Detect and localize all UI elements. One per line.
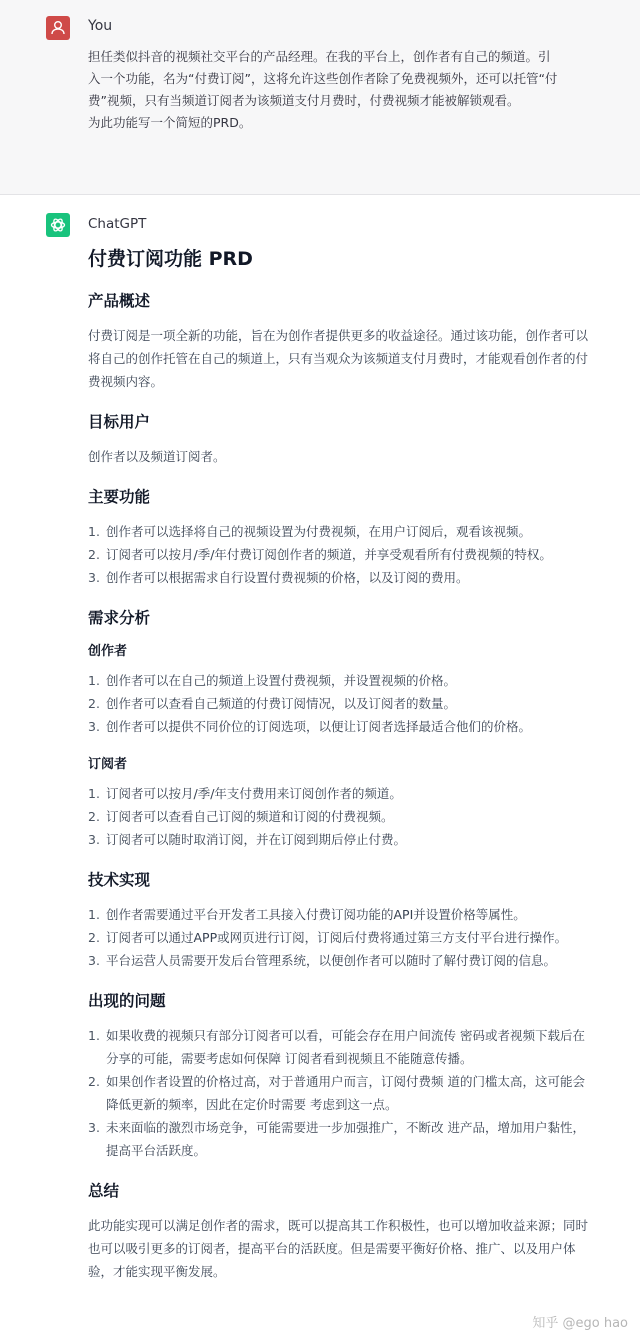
list-item-text: 创作者可以查看自己频道的付费订阅情况，以及订阅者的数量。 [106, 696, 457, 711]
section-heading-features: 主要功能 [88, 488, 151, 506]
user-message-line: 为此功能写一个简短的PRD。 [88, 115, 252, 130]
target-text: 创作者以及频道订阅者。 [88, 449, 226, 464]
list-item: 2. 订阅者可以通过APP或网页进行订阅，订阅后付费将通过第三方支付平台进行操作。 [88, 930, 568, 945]
tech-list [88, 903, 588, 972]
list-item-text: 订阅者可以通过APP或网页进行订阅，订阅后付费将通过第三方支付平台进行操作。 [106, 930, 568, 945]
prd-title: 付费订阅功能 PRD [88, 248, 253, 270]
subscriber-list [88, 782, 588, 851]
list-item: 3. 未来面临的激烈市场竞争，可能需要进一步加强推广，不断改 进产品，增加用户黏性，提高平台活跃度。 [88, 1120, 585, 1158]
list-item-text: 创作者可以提供不同价位的订阅选项，以便让订阅者选择最适合他们的价格。 [106, 719, 532, 734]
list-item-text: 未来面临的激烈市场竞争，可能需要进一步加强推广，不断改 进产品，增加用户黏性，提高平台活跃度。 [106, 1120, 585, 1158]
list-item-text: 如果收费的视频只有部分订阅者可以看，可能会存在用户间流传 密码或者视频下载后在分享的可能，需要考虑如何保障 订阅者看到视频且不能随意传播。 [106, 1028, 585, 1066]
list-item: 1. 订阅者可以按月/季/年支付费用来订阅创作者的频道。 [88, 786, 402, 801]
list-item: 1. 如果收费的视频只有部分订阅者可以看，可能会存在用户间流传 密码或者视频下载后在分享的可能，需要考虑如何保障 订阅者看到视频且不能随意传播。 [88, 1028, 585, 1066]
list-item: 2. 如果创作者设置的价格过高，对于普通用户而言，订阅付费频 道的门槛太高，这可能会降低更新的频率，因此在定价时需要 考虑到这一点。 [88, 1074, 585, 1112]
list-item: 1. 创作者可以在自己的频道上设置付费视频，并设置视频的价格。 [88, 673, 457, 688]
user-icon [46, 16, 70, 40]
assistant-answer [88, 244, 588, 1299]
list-item: 2. 创作者可以查看自己频道的付费订阅情况，以及订阅者的数量。 [88, 696, 457, 711]
list-item: 2. 订阅者可以查看自己订阅的频道和订阅的付费视频。 [88, 809, 394, 824]
section-heading-tech: 技术实现 [88, 871, 151, 889]
watermark: 知乎 @ego hao [532, 1316, 628, 1331]
section-heading-summary: 总结 [88, 1182, 120, 1200]
openai-logo-icon [46, 213, 70, 237]
list-item: 1. 创作者可以选择将自己的视频设置为付费视频，在用户订阅后，观看该视频。 [88, 524, 532, 539]
issues-list [88, 1024, 588, 1162]
section-heading-overview: 产品概述 [88, 292, 151, 310]
overview-text: 付费订阅是一项全新的功能，旨在为创作者提供更多的收益途径。通过该功能，创作者可以将自己的创作托管在自己的频道上，只有当观众为该频道支付月费时，才能观看创作者的付费视频内容。 [88, 328, 589, 389]
list-item-text: 订阅者可以按月/季/年支付费用来订阅创作者的频道。 [106, 786, 402, 801]
list-item: 3. 创作者可以提供不同价位的订阅选项，以便让订阅者选择最适合他们的价格。 [88, 719, 532, 734]
list-item-text: 创作者可以在自己的频道上设置付费视频，并设置视频的价格。 [106, 673, 457, 688]
list-item-text: 订阅者可以查看自己订阅的频道和订阅的付费视频。 [106, 809, 394, 824]
assistant-name: ChatGPT [88, 216, 147, 232]
features-list [88, 520, 588, 589]
list-item-text: 订阅者可以随时取消订阅，并在订阅到期后停止付费。 [106, 832, 407, 847]
section-heading-target: 目标用户 [88, 413, 151, 431]
subheading-subscriber: 订阅者 [88, 757, 128, 772]
user-name: You [88, 18, 113, 34]
list-item: 1. 创作者需要通过平台开发者工具接入付费订阅功能的API并设置价格等属性。 [88, 907, 526, 922]
list-item: 2. 订阅者可以按月/季/年付费订阅创作者的频道，并享受观看所有付费视频的特权。 [88, 547, 552, 562]
list-item-text: 创作者可以根据需求自行设置付费视频的价格，以及订阅的费用。 [106, 570, 469, 585]
subheading-creator: 创作者 [88, 644, 128, 659]
list-item-text: 平台运营人员需要开发后台管理系统，以便创作者可以随时了解付费订阅的信息。 [106, 953, 557, 968]
user-message-line: 入一个功能，名为“付费订阅”，这将允许这些创作者除了免费视频外，还可以托管“付 [88, 71, 558, 86]
user-message-line: 担任类似抖音的视频社交平台的产品经理。在我的平台上，创作者有自己的频道。引 [88, 49, 551, 64]
summary-text: 此功能实现可以满足创作者的需求，既可以提高其工作积极性，也可以增加收益来源；同时也可以吸引更多的订阅者，提高平台的活跃度。但是需要平衡好价格、推广、以及用户体验，才能实现平衡发展。 [88, 1218, 589, 1279]
user-avatar [46, 16, 70, 40]
list-item: 3. 创作者可以根据需求自行设置付费视频的价格，以及订阅的费用。 [88, 570, 469, 585]
list-item-text: 订阅者可以按月/季/年付费订阅创作者的频道，并享受观看所有付费视频的特权。 [106, 547, 552, 562]
user-message-line: 费”视频，只有当频道订阅者为该频道支付月费时，付费视频才能被解锁观看。 [88, 93, 520, 108]
user-message-text [88, 46, 584, 134]
list-item: 3. 平台运营人员需要开发后台管理系统，以便创作者可以随时了解付费订阅的信息。 [88, 953, 557, 968]
list-item-text: 创作者需要通过平台开发者工具接入付费订阅功能的API并设置价格等属性。 [106, 907, 526, 922]
list-item-text: 如果创作者设置的价格过高，对于普通用户而言，订阅付费频 道的门槛太高，这可能会降低更新的频率，因此在定价时需要 考虑到这一点。 [106, 1074, 585, 1112]
creator-list [88, 669, 588, 738]
section-heading-analysis: 需求分析 [88, 609, 151, 627]
list-item: 3. 订阅者可以随时取消订阅，并在订阅到期后停止付费。 [88, 832, 407, 847]
list-item-text: 创作者可以选择将自己的视频设置为付费视频，在用户订阅后，观看该视频。 [106, 524, 532, 539]
assistant-avatar [46, 213, 70, 237]
user-message-block [0, 0, 640, 195]
section-heading-issues: 出现的问题 [88, 992, 166, 1010]
